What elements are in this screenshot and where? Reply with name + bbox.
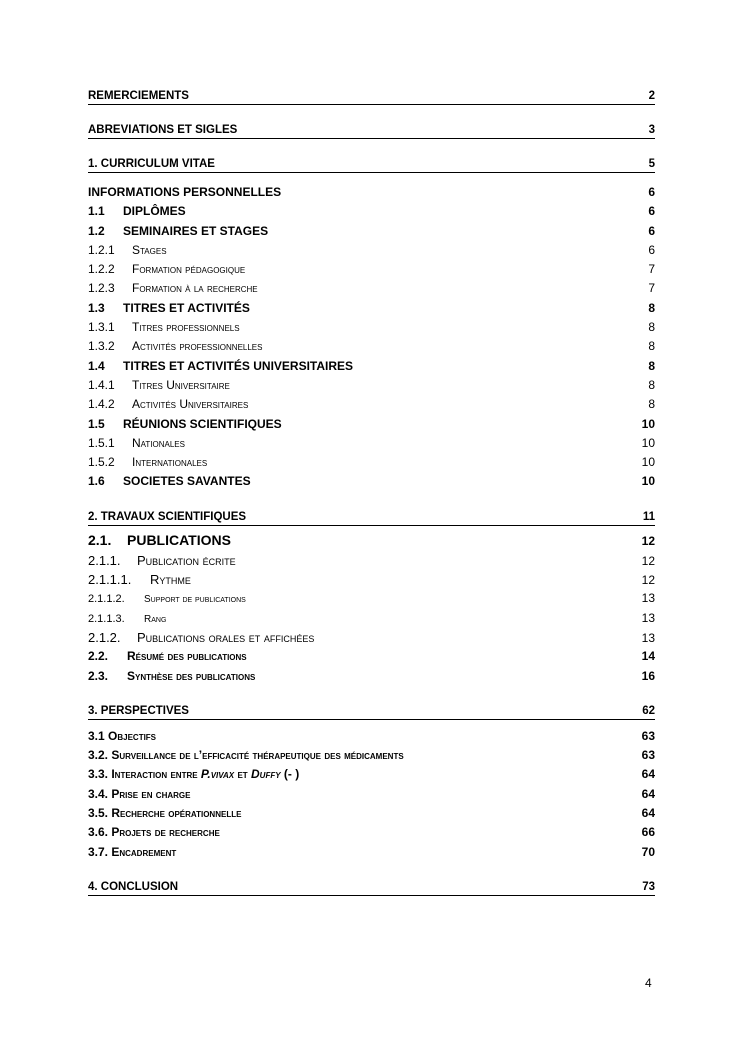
toc-page: 63 <box>641 728 655 743</box>
toc-entry[interactable] <box>88 434 655 453</box>
toc-page: 5 <box>648 158 655 170</box>
toc-page: 64 <box>641 767 655 782</box>
toc-number: 1.4.2 <box>88 397 115 412</box>
toc-label: 3.5. Recherche opérationnelle <box>88 806 242 821</box>
toc-entry[interactable] <box>88 609 655 628</box>
toc-number: 1.2 <box>88 223 105 238</box>
toc-page: 8 <box>648 339 655 354</box>
toc-page: 7 <box>648 262 655 277</box>
toc-number: 2.1. <box>88 531 112 548</box>
toc-label: Support de publications <box>144 594 246 606</box>
toc-entry[interactable] <box>88 472 655 491</box>
toc-label: 3.1 Objectifs <box>88 728 157 743</box>
toc-page: 10 <box>641 435 655 450</box>
toc-label: TITRES ET ACTIVITÉS UNIVERSITAIRES <box>123 358 354 373</box>
toc-page: 12 <box>641 573 655 588</box>
toc-label: Titres professionnels <box>132 320 240 335</box>
toc-label: 3. PERSPECTIVES <box>88 704 189 717</box>
toc-entry[interactable] <box>88 530 655 551</box>
toc-label: Activités professionnelles <box>132 339 263 354</box>
toc-label: 4. CONCLUSION <box>88 880 179 893</box>
toc-page: 7 <box>648 281 655 296</box>
toc-page: 13 <box>641 630 655 645</box>
toc-entry[interactable] <box>88 727 655 746</box>
toc-page: 66 <box>641 825 655 840</box>
toc-entry[interactable] <box>88 628 655 647</box>
toc-page: 64 <box>641 786 655 801</box>
toc-page: 8 <box>648 397 655 412</box>
toc-entry[interactable] <box>88 667 655 686</box>
toc-label: ABREVIATIONS ET SIGLES <box>88 124 238 136</box>
toc-entry[interactable] <box>88 765 655 784</box>
toc-entry[interactable] <box>88 337 655 356</box>
toc-page: 10 <box>641 416 655 431</box>
toc-page: 63 <box>641 748 655 763</box>
toc-label: Activités Universitaires <box>132 397 249 412</box>
toc-chapter-4[interactable] <box>88 879 655 896</box>
toc-entry[interactable] <box>88 202 655 221</box>
toc-label: SOCIETES SAVANTES <box>123 474 251 489</box>
toc-page: 13 <box>641 610 655 625</box>
toc-chapter-3[interactable] <box>88 703 655 720</box>
toc-label: Rythme <box>150 572 191 588</box>
toc-label: 3.7. Encadrement <box>88 844 177 859</box>
toc-page: 6 <box>648 242 655 257</box>
toc-label: INFORMATIONS PERSONNELLES <box>88 185 282 199</box>
toc-chapter-1[interactable] <box>88 156 655 173</box>
toc-label: Nationales <box>132 435 185 450</box>
toc-label: RÉUNIONS SCIENTIFIQUES <box>123 416 282 431</box>
toc-label: 3.2. Surveillance de l’efficacité thérapeutique des médicaments <box>88 748 404 763</box>
toc-page: 8 <box>648 300 655 315</box>
toc-page: 13 <box>641 591 655 606</box>
toc-label: et <box>234 767 252 782</box>
toc-label: 3.4. Prise en charge <box>88 786 191 801</box>
toc-label: Formation à la recherche <box>132 281 258 296</box>
toc-number: 1.5 <box>88 416 105 431</box>
toc-label-italic: Duffy <box>251 767 281 782</box>
toc-number: 1.4.1 <box>88 377 115 392</box>
toc-label: 2. TRAVAUX SCIENTIFIQUES <box>88 510 247 523</box>
toc-page: 64 <box>641 806 655 821</box>
toc-entry[interactable] <box>88 551 655 570</box>
toc-label: DIPLÔMES <box>123 204 186 219</box>
toc-entry[interactable] <box>88 823 655 842</box>
toc-page: 14 <box>641 649 655 664</box>
toc-entry[interactable] <box>88 570 655 589</box>
toc-page: 6 <box>648 223 655 238</box>
toc-label: SEMINAIRES ET STAGES <box>123 223 269 238</box>
toc-number: 1.2.3 <box>88 281 115 296</box>
toc-label: Titres Universitaire <box>132 377 230 392</box>
toc-number: 2.3. <box>88 668 109 683</box>
toc-page: 73 <box>642 880 655 893</box>
toc-entry[interactable] <box>88 222 655 241</box>
toc-number: 1.5.2 <box>88 455 115 470</box>
toc-entry[interactable] <box>88 395 655 414</box>
toc-page: 6 <box>648 185 655 199</box>
toc-label: TITRES ET ACTIVITÉS <box>123 300 250 315</box>
toc-chapter-2[interactable] <box>88 509 655 526</box>
toc-entry[interactable] <box>88 376 655 395</box>
toc-page: 2 <box>648 90 655 102</box>
toc-number: 2.1.2. <box>88 629 121 645</box>
toc-entry-remerciements[interactable] <box>88 88 655 105</box>
toc-number: 1.5.1 <box>88 435 115 450</box>
toc-page: 8 <box>648 358 655 373</box>
table-of-contents <box>88 88 655 896</box>
toc-number: 1.2.1 <box>88 242 115 257</box>
toc-entry[interactable] <box>88 260 655 279</box>
toc-page: 10 <box>641 474 655 489</box>
toc-label: Internationales <box>132 455 208 470</box>
toc-entry[interactable] <box>88 279 655 298</box>
toc-label: PUBLICATIONS <box>127 531 231 548</box>
toc-number: 2.1.1.3. <box>88 612 125 625</box>
toc-page: 8 <box>648 320 655 335</box>
toc-label: Résumé des publications <box>127 649 247 664</box>
toc-number: 1.3.2 <box>88 339 115 354</box>
toc-number: 2.1.1.1. <box>88 572 132 588</box>
page-number: 4 <box>645 976 652 990</box>
toc-page: 6 <box>648 204 655 219</box>
toc-entry[interactable] <box>88 318 655 337</box>
toc-page: 62 <box>642 704 655 717</box>
toc-entry[interactable] <box>88 746 655 765</box>
toc-entry-abreviations[interactable] <box>88 122 655 139</box>
toc-number: 1.2.2 <box>88 262 115 277</box>
toc-page: 12 <box>641 553 655 568</box>
toc-number: 1.3 <box>88 300 105 315</box>
toc-label: Stages <box>132 242 167 257</box>
toc-label: 3.6. Projets de recherche <box>88 825 220 840</box>
toc-entry[interactable] <box>88 647 655 666</box>
toc-number: 2.1.1.2. <box>88 593 125 606</box>
toc-number: 2.2. <box>88 649 109 664</box>
toc-label: 1. CURRICULUM VITAE <box>88 158 215 170</box>
toc-label-italic: P.vivax <box>200 767 235 782</box>
toc-entry[interactable] <box>88 415 655 434</box>
toc-entry[interactable] <box>88 183 655 202</box>
toc-entry[interactable] <box>88 453 655 472</box>
toc-page: 8 <box>648 377 655 392</box>
toc-label: Rang <box>144 613 167 625</box>
toc-label: REMERCIEMENTS <box>88 90 189 102</box>
toc-label: Formation pédagogique <box>132 262 246 277</box>
toc-label: (- ) <box>280 767 300 782</box>
toc-number: 1.3.1 <box>88 320 115 335</box>
toc-page: 10 <box>641 455 655 470</box>
toc-label: Synthèse des publications <box>127 668 256 683</box>
toc-number: 1.1 <box>88 204 105 219</box>
toc-label: Publications orales et affichées <box>137 629 315 645</box>
toc-label: Publication écrite <box>137 552 236 568</box>
toc-entry[interactable] <box>88 241 655 260</box>
toc-number: 1.4 <box>88 358 105 373</box>
toc-page: 16 <box>641 668 655 683</box>
toc-page: 3 <box>648 124 655 136</box>
toc-entry[interactable] <box>88 357 655 376</box>
toc-page: 12 <box>641 533 655 548</box>
toc-page: 11 <box>642 510 655 523</box>
toc-entry[interactable] <box>88 804 655 823</box>
toc-number: 2.1.1. <box>88 552 121 568</box>
toc-entry[interactable] <box>88 785 655 804</box>
toc-entry[interactable] <box>88 589 655 608</box>
toc-entry[interactable] <box>88 843 655 862</box>
toc-label: 3.3. Interaction entre <box>88 767 201 782</box>
toc-page: 70 <box>641 844 655 859</box>
toc-number: 1.6 <box>88 474 105 489</box>
toc-entry[interactable] <box>88 299 655 318</box>
